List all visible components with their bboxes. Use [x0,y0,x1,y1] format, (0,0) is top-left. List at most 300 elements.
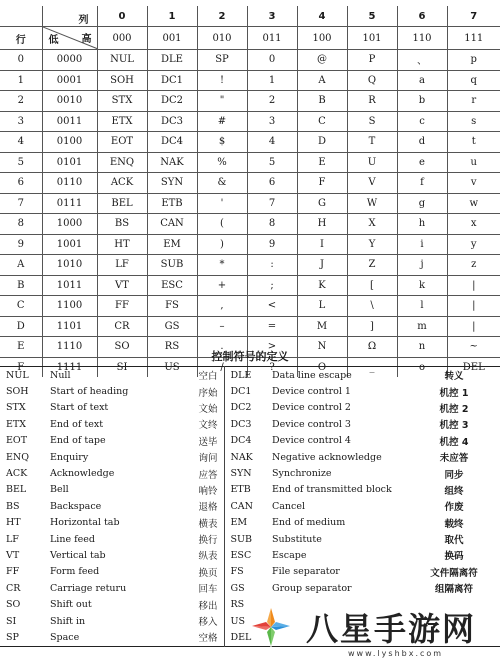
ascii-char-cell: t [447,132,500,153]
ascii-char-cell: l [397,296,447,317]
definition-right-english: Device control 4 [272,435,351,447]
definition-right-chinese: 机控 1 [439,387,469,399]
definition-left-code: BS [6,500,20,512]
ascii-char-cell: EM [147,234,197,255]
definition-right-chinese: 同步 [444,469,464,481]
definition-right-chinese: 换码 [444,551,464,563]
ascii-char-cell: H [297,214,347,235]
ascii-row [0,173,500,194]
row-hex-label: F [0,357,42,377]
definition-right-code: ETB [224,482,268,498]
definition-left-code: VT [6,549,20,561]
high-bits-value: 001 [147,27,197,50]
ascii-char-cell: O [297,357,347,377]
ascii-char-cell: ~ [447,337,500,358]
ascii-char-cell: ! [197,70,247,91]
watermark-url: www.lyshbx.com [348,649,444,658]
ascii-char-cell: FF [97,296,147,317]
ascii-char-cell: c [397,111,447,132]
definition-left-english: Bell [50,484,69,496]
ascii-char-cell: ACK [97,173,147,194]
definition-right-code: CAN [224,498,268,514]
ascii-char-cell: g [397,193,447,214]
ascii-char-cell: RS [147,337,197,358]
ascii-char-cell: b [397,91,447,112]
ascii-char-cell: p [447,50,500,71]
row-low-bits: 0101 [42,152,97,173]
ascii-char-cell: T [347,132,397,153]
ascii-char-cell: > [247,337,297,358]
high-bits-value: 000 [97,27,147,50]
definition-row [0,564,500,580]
definition-right-english: Negative acknowledge [272,451,382,463]
definition-right-code: DC1 [224,383,268,399]
ascii-char-cell: 5 [247,152,297,173]
definition-right-code: DC3 [224,416,268,432]
definition-left-english: Start of text [50,402,109,414]
ascii-char-cell: 4 [247,132,297,153]
ascii-row [0,152,500,173]
definition-left-chinese: 送毕 [198,436,218,448]
definition-left-english: Start of heading [50,386,129,398]
ascii-char-cell: E [297,152,347,173]
definition-row [0,498,500,514]
row-hex-label: 1 [0,70,42,91]
row-low-bits: 1001 [42,234,97,255]
row-hex-label: 8 [0,214,42,235]
definition-row [0,400,500,416]
high-bits-value: 110 [397,27,447,50]
row-hex-label: D [0,316,42,337]
ascii-char-cell: C [297,111,347,132]
ascii-char-cell: 、 [397,50,447,71]
ascii-char-cell: h [397,214,447,235]
ascii-char-cell: SO [97,337,147,358]
ascii-char-cell: 0 [247,50,297,71]
ascii-char-cell: _ [347,357,397,377]
ascii-char-cell: LF [97,255,147,276]
corner-cell-top-left [0,6,42,27]
ascii-char-cell: R [347,91,397,112]
definition-left-chinese: 序始 [198,387,218,399]
row-hex-label: 0 [0,50,42,71]
column-number: 0 [97,6,147,27]
ascii-row [0,70,500,91]
definition-right-english: Group separator [272,582,352,594]
ascii-char-cell: N [297,337,347,358]
row-label: 行 [0,27,42,50]
definition-left-chinese: 询问 [198,453,218,465]
ascii-char-cell: VT [97,275,147,296]
ascii-char-cell: u [447,152,500,173]
column-number: 3 [247,6,297,27]
definition-right-code: DEL [224,629,268,646]
ascii-char-cell: 6 [247,173,297,194]
ascii-char-cell: P [347,50,397,71]
row-low-bits: 1010 [42,255,97,276]
definition-left-code: LF [6,533,19,545]
definition-right-code: DC2 [224,400,268,416]
ascii-char-cell: , [197,296,247,317]
ascii-char-cell: ( [197,214,247,235]
definition-left-english: Vertical tab [50,549,106,561]
definition-left-english: Null [50,369,71,381]
definition-right-chinese: 机控 3 [439,420,469,432]
ascii-char-cell: I [297,234,347,255]
row-hex-label: B [0,275,42,296]
ascii-code-table [0,6,500,377]
definition-left-chinese: 退格 [198,502,218,514]
ascii-char-cell: ETB [147,193,197,214]
row-low-bits: 1110 [42,337,97,358]
ascii-char-cell: NUL [97,50,147,71]
ascii-char-cell: v [447,173,500,194]
ascii-char-cell: ] [347,316,397,337]
ascii-char-cell: 3 [247,111,297,132]
definition-left-english: Acknowledge [50,468,115,480]
ascii-char-cell: < [247,296,297,317]
definition-left-english: Shift out [50,599,92,611]
column-label: 列 [78,15,89,26]
ascii-char-cell: ENQ [97,152,147,173]
definition-row [0,515,500,531]
ascii-char-cell: F [297,173,347,194]
definition-left-code: BEL [6,484,27,496]
ascii-char-cell: DEL [447,357,500,377]
definition-row [0,383,500,399]
definition-row [0,580,500,596]
ascii-char-cell: DC1 [147,70,197,91]
definition-right-chinese: 转义 [444,371,464,383]
definition-right-english: Cancel [272,500,306,512]
ascii-char-cell: k [397,275,447,296]
definition-right-english: Substitute [272,533,322,545]
ascii-row [0,193,500,214]
ascii-row [0,111,500,132]
definition-left-english: Line feed [50,533,95,545]
row-low-bits: 0010 [42,91,97,112]
definition-left-chinese: 移出 [198,600,218,612]
definition-row [0,531,500,547]
definition-right-chinese: 未应答 [439,453,469,465]
ascii-char-cell: Z [347,255,397,276]
definition-left-english: End of text [50,418,104,430]
definition-left-chinese: 横表 [198,518,218,530]
ascii-char-cell: & [197,173,247,194]
row-hex-label: 4 [0,132,42,153]
definition-right-chinese: 组隔离符 [434,584,473,596]
ascii-char-cell: r [447,91,500,112]
row-low-bits: 0001 [42,70,97,91]
ascii-char-cell: 9 [247,234,297,255]
ascii-char-cell: y [447,234,500,255]
ascii-char-cell: NAK [147,152,197,173]
ascii-char-cell: [ [347,275,397,296]
definition-right-english: File separator [272,566,340,578]
definition-left-chinese: 纵表 [198,551,218,563]
ascii-char-cell: | [447,316,500,337]
ascii-char-cell: n [397,337,447,358]
ascii-char-cell: " [197,91,247,112]
ascii-char-cell: SUB [147,255,197,276]
row-hex-label: 6 [0,173,42,194]
definition-right-english: Device control 2 [272,402,351,414]
definition-right-english: Device control 3 [272,418,351,430]
column-number: 4 [297,6,347,27]
ascii-char-cell: BEL [97,193,147,214]
definition-left-english: End of tape [50,435,106,447]
ascii-char-cell: SOH [97,70,147,91]
ascii-row [0,214,500,235]
ascii-char-cell: ' [197,193,247,214]
ascii-char-cell: d [397,132,447,153]
definition-left-code: FF [6,566,20,578]
ascii-char-cell: SYN [147,173,197,194]
definition-right-english: Escape [272,549,307,561]
ascii-char-cell: w [447,193,500,214]
star-logo-icon [246,602,296,652]
definition-right-english: Synchronize [272,468,332,480]
row-hex-label: 9 [0,234,42,255]
ascii-char-cell: # [197,111,247,132]
ascii-char-cell: Q [347,70,397,91]
row-low-bits: 0000 [42,50,97,71]
definition-right-code: DC4 [224,433,268,449]
ascii-char-cell: CAN [147,214,197,235]
watermark-text: 八星手游网 [306,610,477,648]
definition-left-chinese: 移入 [198,617,218,629]
definition-left-code: CR [6,582,21,594]
definition-right-chinese: 文件隔离符 [430,567,478,579]
ascii-row [0,132,500,153]
ascii-char-cell: 2 [247,91,297,112]
column-number: 6 [397,6,447,27]
high-bits-value: 101 [347,27,397,50]
ascii-char-cell: = [247,316,297,337]
row-low-bits: 1011 [42,275,97,296]
ascii-char-cell: X [347,214,397,235]
definition-right-code: SYN [224,465,268,481]
ascii-char-cell: m [397,316,447,337]
row-hex-label: 2 [0,91,42,112]
row-low-bits: 1100 [42,296,97,317]
ascii-char-cell: % [197,152,247,173]
ascii-char-cell: ? [247,357,297,377]
ascii-char-cell: * [197,255,247,276]
ascii-char-cell: – [197,316,247,337]
row-low-bits: 1101 [42,316,97,337]
definition-right-code: EM [224,515,268,531]
ascii-char-cell: W [347,193,397,214]
definition-right-code: ESC [224,547,268,563]
definition-right-english: End of transmitted block [272,484,392,496]
column-number: 7 [447,6,500,27]
high-bits-value: 111 [447,27,500,50]
ascii-char-cell: ETX [97,111,147,132]
ascii-row [0,234,500,255]
column-number: 2 [197,6,247,27]
ascii-char-cell: 1 [247,70,297,91]
ascii-char-cell: ; [247,275,297,296]
ascii-char-cell: o [397,357,447,377]
definition-left-chinese: 文终 [198,420,218,432]
column-number-header-row [0,6,500,27]
ascii-row [0,275,500,296]
ascii-char-cell: j [397,255,447,276]
ascii-char-cell: SP [197,50,247,71]
ascii-char-cell: V [347,173,397,194]
definition-left-english: Enquiry [50,451,89,463]
ascii-char-cell: | [447,296,500,317]
ascii-char-cell: A [297,70,347,91]
definition-left-code: ETX [6,418,27,430]
high-bits-label: 高 [81,34,92,45]
row-hex-label: A [0,255,42,276]
ascii-char-cell: Ω [347,337,397,358]
definition-left-code: EOT [6,435,28,447]
ascii-char-cell: BS [97,214,147,235]
ascii-char-cell: \ [347,296,397,317]
ascii-char-cell: i [397,234,447,255]
ascii-char-cell: SI [97,357,147,377]
definition-row [0,465,500,481]
definition-row [0,367,500,384]
ascii-char-cell: s [447,111,500,132]
row-low-bits: 1000 [42,214,97,235]
definition-right-code: FS [224,564,268,580]
definition-right-chinese: 载终 [444,518,464,530]
definition-left-code: SI [6,615,17,627]
definition-left-english: Backspace [50,500,102,512]
definition-right-code: SUB [224,531,268,547]
ascii-char-cell: DC4 [147,132,197,153]
ascii-char-cell: f [397,173,447,194]
definition-right-english: End of medium [272,517,346,529]
definition-right-chinese: 机控 4 [439,436,469,448]
definition-right-english: Device control 1 [272,386,351,398]
ascii-char-cell: B [297,91,347,112]
ascii-char-cell: q [447,70,500,91]
ascii-char-cell: J [297,255,347,276]
ascii-char-cell: z [447,255,500,276]
ascii-char-cell: / [197,357,247,377]
row-low-bits: 1111 [42,357,97,377]
definition-left-english: Horizontal tab [50,517,120,529]
column-number: 1 [147,6,197,27]
definition-left-code: NUL [6,369,29,381]
definition-left-chinese: 换页 [198,567,218,579]
definition-left-code: SP [6,631,19,643]
definition-row [0,449,500,465]
low-high-diagonal-cell [42,27,97,50]
definition-left-chinese: 文始 [198,403,218,415]
ascii-char-cell: DLE [147,50,197,71]
ascii-row [0,50,500,71]
definition-left-english: Space [50,631,80,643]
ascii-char-cell: GS [147,316,197,337]
definition-left-chinese: 应答 [198,469,218,481]
definition-left-code: SO [6,599,21,611]
ascii-char-cell: HT [97,234,147,255]
ascii-char-cell: : [247,255,297,276]
definition-row [0,482,500,498]
definition-left-code: ENQ [6,451,30,463]
row-low-bits: 0110 [42,173,97,194]
definition-right-code: RS [224,596,268,612]
high-bits-header-row [0,27,500,50]
definition-right-code: NAK [224,449,268,465]
row-low-bits: 0111 [42,193,97,214]
definition-right-chinese: 机控 2 [439,403,469,415]
ascii-char-cell: G [297,193,347,214]
ascii-char-cell: K [297,275,347,296]
ascii-char-cell: L [297,296,347,317]
definition-right-chinese: 作废 [444,502,464,514]
high-bits-value: 100 [297,27,347,50]
low-bits-label: 低 [48,35,59,46]
ascii-char-cell: U [347,152,397,173]
ascii-char-cell: a [397,70,447,91]
ascii-char-cell: 8 [247,214,297,235]
ascii-char-cell: M [297,316,347,337]
ascii-char-cell: D [297,132,347,153]
ascii-char-cell: + [197,275,247,296]
ascii-row [0,316,500,337]
definition-left-code: SOH [6,386,29,398]
high-bits-value: 011 [247,27,297,50]
ascii-char-cell: | [447,275,500,296]
ascii-char-cell: Y [347,234,397,255]
definition-left-english: Carriage returu [50,582,127,594]
ascii-table-body [0,6,500,377]
ascii-char-cell: $ [197,132,247,153]
ascii-char-cell: e [397,152,447,173]
row-hex-label: E [0,337,42,358]
definition-left-chinese: 响铃 [198,485,218,497]
ascii-char-cell: ESC [147,275,197,296]
definition-right-code: GS [224,580,268,596]
ascii-char-cell: DC3 [147,111,197,132]
column-number: 5 [347,6,397,27]
definition-left-chinese: 回车 [198,584,218,596]
definition-left-chinese: 空白 [198,371,218,383]
definition-left-english: Shift in [50,615,86,627]
column-label-cell [42,6,97,27]
ascii-char-cell: 7 [247,193,297,214]
ascii-row [0,255,500,276]
ascii-char-cell: CR [97,316,147,337]
ascii-char-cell: EOT [97,132,147,153]
definition-left-code: ACK [6,468,28,480]
row-hex-label: 7 [0,193,42,214]
ascii-char-cell: FS [147,296,197,317]
ascii-row [0,91,500,112]
definition-left-english: Form feed [50,566,100,578]
definition-row [0,416,500,432]
definition-left-code: HT [6,517,21,529]
definition-left-chinese: 换行 [198,535,218,547]
ascii-char-cell: . [197,337,247,358]
row-low-bits: 0011 [42,111,97,132]
ascii-char-cell: STX [97,91,147,112]
ascii-char-cell: x [447,214,500,235]
watermark [240,600,496,660]
definitions-title: 控制符号的定义 [211,350,289,363]
definition-left-chinese: 空格 [198,633,218,645]
definition-right-chinese: 组终 [444,485,464,497]
row-hex-label: C [0,296,42,317]
definition-row [0,433,500,449]
